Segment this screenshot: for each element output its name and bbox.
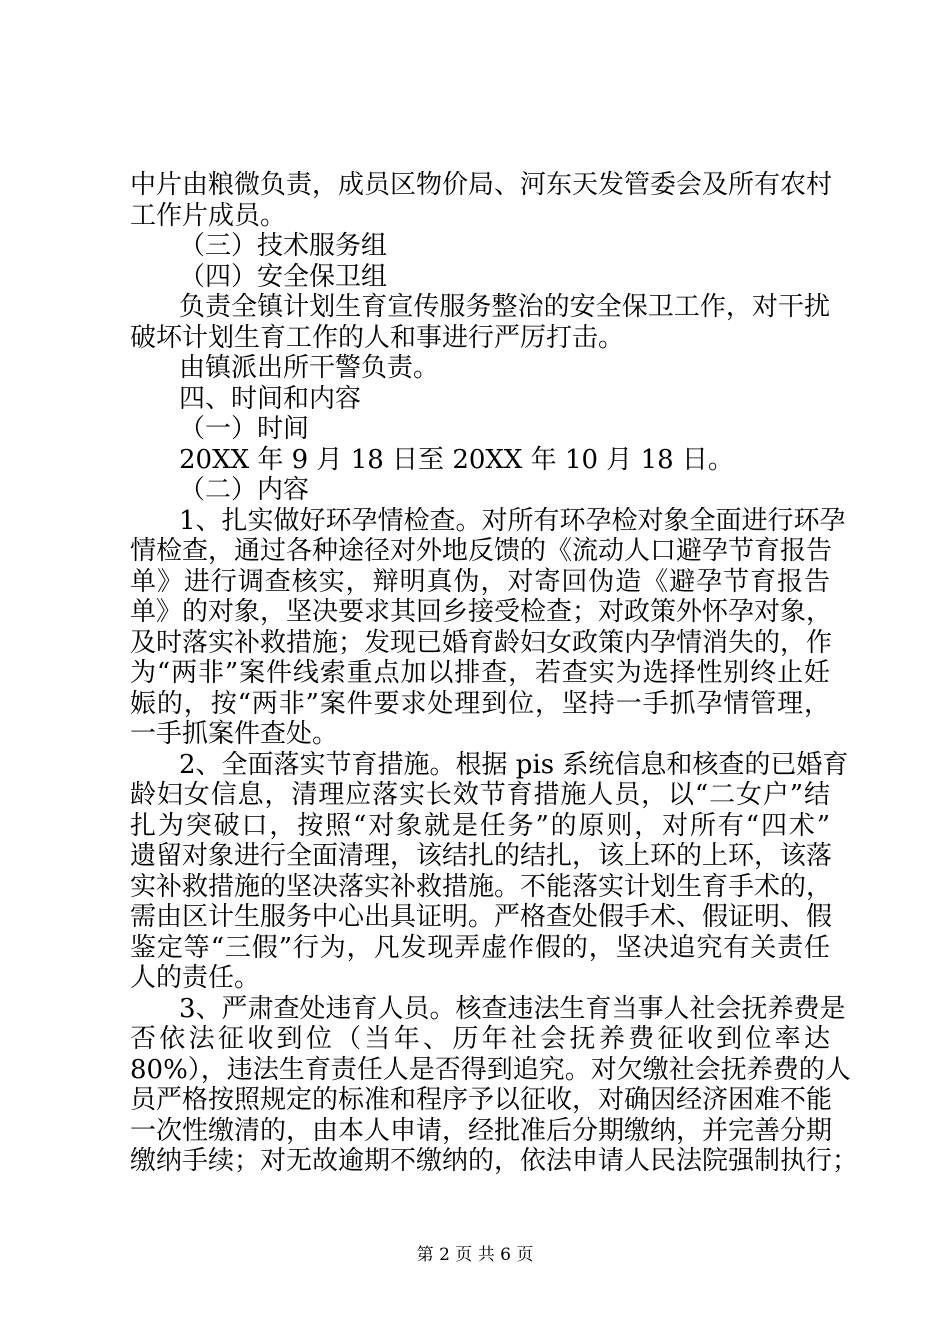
text-line: （四）安全保卫组 [179, 261, 388, 292]
text-line: 鉴定等“三假”行为，凡发现弄虚作假的，坚决追究有关责任 [130, 932, 830, 963]
text-line: （二）内容 [179, 475, 310, 505]
text-line: 为“两非”案件线索重点加以排查，若查实为选择性别终止妊 [130, 658, 830, 688]
text-line: （三）技术服务组 [179, 231, 388, 261]
document-body [130, 170, 859, 1177]
text-line: 一手抓案件查处。 [130, 719, 339, 749]
text-line: 员严格按照规定的标准和程序予以征收，对确因经济困难不能 [130, 1085, 833, 1115]
text-line: （一）时间 [179, 414, 310, 444]
text-line: 四、时间和内容 [179, 383, 362, 414]
text-line: 娠的，按“两非”案件要求处理到位，坚持一手抓孕情管理， [130, 688, 830, 719]
text-line: 遗留对象进行全面清理，该结扎的结扎，该上环的上环，该落 [130, 841, 833, 871]
text-line: 20XX 年 9 月 18 日至 20XX 年 10 月 18 日。 [179, 444, 734, 475]
text-line: 工作片成员。 [130, 200, 287, 231]
text-line: 负责全镇计划生育宣传服务整治的安全保卫工作，对干扰 [179, 292, 830, 322]
text-line: 单》的对象，坚决要求其回乡接受检查；对政策外怀孕对象， [130, 597, 833, 627]
text-line: 单》进行调查核实，辩明真伪，对寄回伪造《避孕节育报告 [130, 566, 830, 597]
text-line: 缴纳手续；对无故逾期不缴纳的，依法申请人民法院强制执行； [130, 1146, 859, 1176]
text-line: 80%），违法生育责任人是否得到追究。对欠缴社会抚养费的人 [130, 1054, 851, 1085]
text-line: 一次性缴清的，由本人申请，经批准后分期缴纳，并完善分期 [130, 1115, 833, 1146]
text-line: 情检查，通过各种途径对外地反馈的《流动人口避孕节育报告 [130, 536, 833, 566]
text-line: 扎为突破口，按照“对象就是任务”的原则，对所有“四术” [130, 810, 830, 841]
text-line: 破坏计划生育工作的人和事进行严厉打击。 [130, 322, 625, 353]
text-line: 3、严肃查处违育人员。核查违法生育当事人社会抚养费是 [179, 993, 846, 1024]
text-line: 中片由粮微负责，成员区物价局、河东天发管委会及所有农村 [130, 170, 833, 200]
text-line: 需由区计生服务中心出具证明。严格查处假手术、假证明、假 [130, 902, 833, 932]
text-line: 人的责任。 [130, 963, 261, 993]
text-line: 由镇派出所干警负责。 [179, 353, 440, 383]
text-line: 1、扎实做好环孕情检查。对所有环孕检对象全面进行环孕 [179, 505, 846, 536]
page-footer: 第 2 页 共 6 页 [416, 1245, 534, 1265]
text-line: 2、全面落实节育措施。根据 pis 系统信息和核查的已婚育 [179, 749, 849, 780]
text-line: 否依法征收到位（当年、历年社会抚养费征收到位率达 [130, 1024, 830, 1054]
text-line: 实补救措施的坚决落实补救措施。不能落实计划生育手术的， [130, 871, 833, 902]
text-line: 龄妇女信息，清理应落实长效节育措施人员，以“二女户”结 [130, 780, 830, 810]
text-line: 及时落实补救措施；发现已婚育龄妇女政策内孕情消失的，作 [130, 627, 833, 658]
